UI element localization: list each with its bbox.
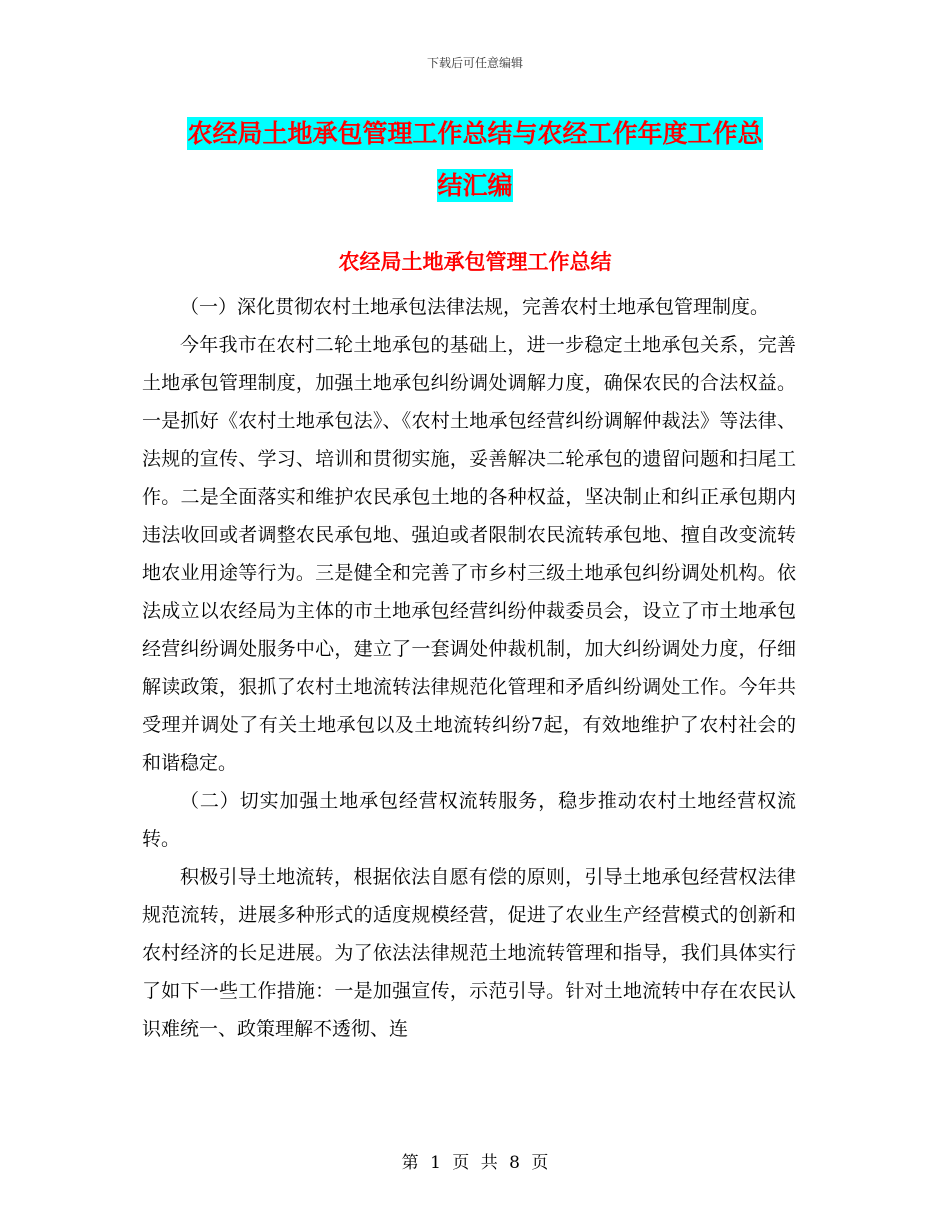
body-text: [142, 288, 796, 1048]
document-title-line-2: 结汇编: [437, 171, 513, 200]
paragraph: （一）深化贯彻农村土地承包法律法规，完善农村土地承包管理制度。: [180, 296, 770, 318]
paragraph: （二）切实加强土地承包经营权流转服务，稳步推动农村土地经营权流转。: [142, 790, 796, 850]
header-note: 下载后可任意编辑: [426, 56, 523, 70]
page-number: 第 1 页 共 8 页: [401, 1153, 549, 1173]
paragraph: 今年我市在农村二轮土地承包的基础上，进一步稳定土地承包关系，完善土地承包管理制度，加强土地承包纠纷调处调解力度，确保农民的合法权益。一是抓好《农村土地承包法》、《农村土地承包经营纠纷调解仲裁法》等法律、法规的宣传、学习、培训和贯彻实施，妥善解决二轮承包的遗留问题和扫尾工作。二是全面落实和维护农民承包土地的各种权益，坚决制止和纠正承包期内违法收回或者调整农民承包地、强迫或者限制农民流转承包地、擅自改变流转地农业用途等行为。三是健全和完善了市乡村三级土地承包纠纷调处机构。依法成立以农经局为主体的市土地承包经营纠纷仲裁委员会，设立了市土地承包经营纠纷调处服务中心，建立了一套调处仲裁机制，加大纠纷调处力度，仔细解读政策，狠抓了农村土地流转法律规范化管理和矛盾纠纷调处工作。今年共受理并调处了有关土地承包以及土地流转纠纷7起，有效地维护了农村社会的和谐稳定。: [142, 334, 796, 774]
document-title-line-1: 农经局土地承包管理工作总结与农经工作年度工作总: [187, 119, 763, 148]
document-title: [150, 108, 800, 212]
paragraph: 积极引导土地流转，根据依法自愿有偿的原则，引导土地承包经营权法律规范流转，进展多种形式的适度规模经营，促进了农业生产经营模式的创新和农村经济的长足进展。为了依法法律规范土地流转管理和指导，我们具体实行了如下一些工作措施：一是加强宣传，示范引导。针对土地流转中存在农民认识难统一、政策理解不透彻、连: [142, 866, 796, 1040]
section-title: 农经局土地承包管理工作总结: [338, 250, 612, 274]
